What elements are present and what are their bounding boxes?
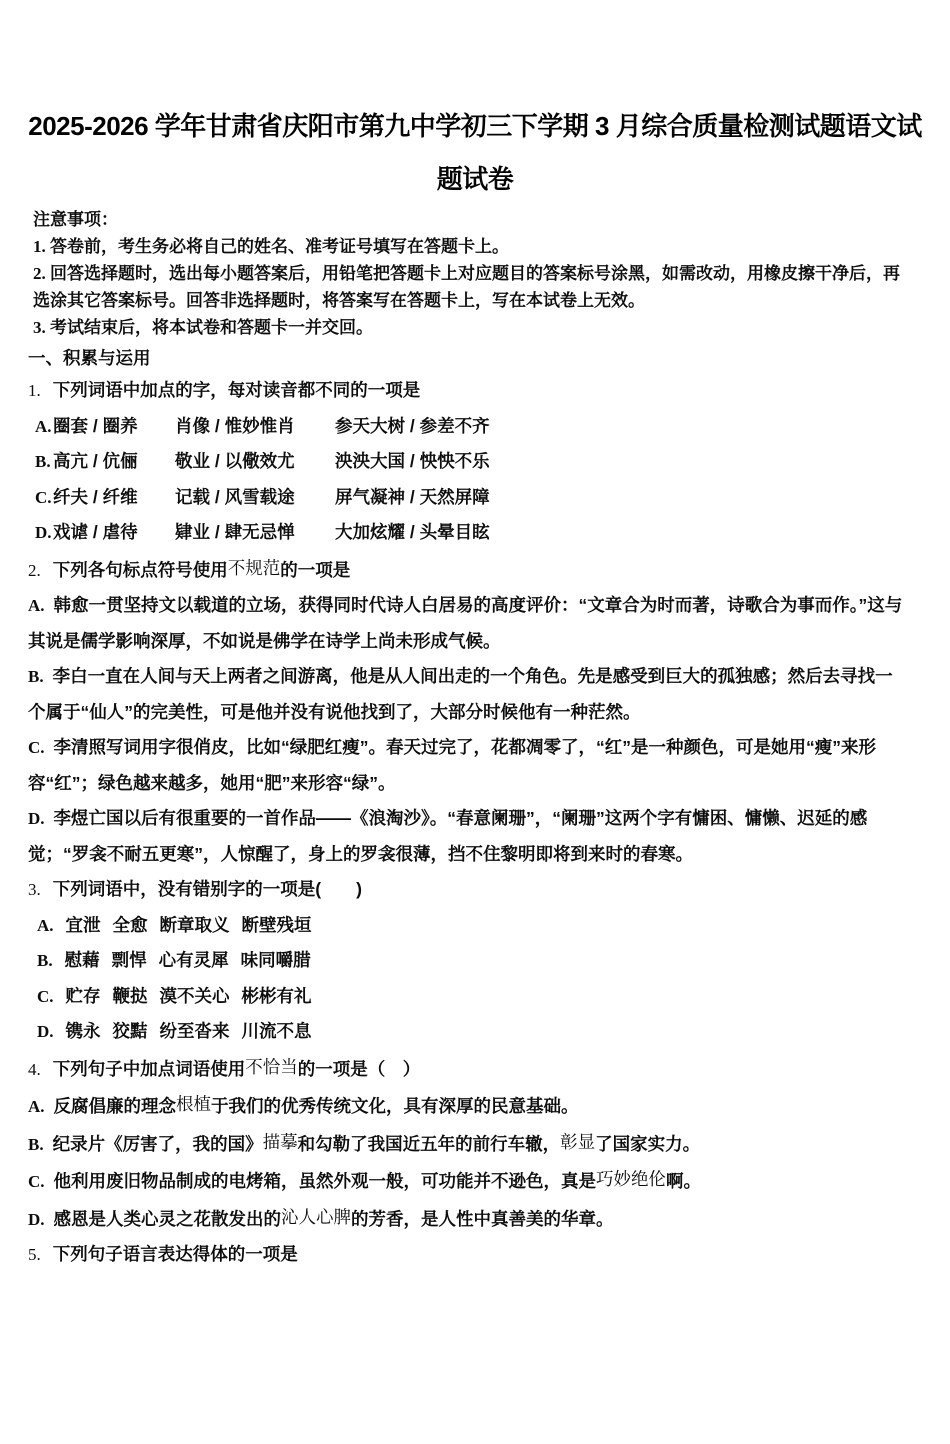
option-word: 纷至沓来: [159, 1021, 230, 1041]
question-2: [28, 551, 908, 873]
q4-option-c: [28, 1162, 908, 1200]
q2-option-b: [28, 659, 908, 730]
word-pair: 记载 / 风雪载途: [175, 486, 295, 507]
word-pair: 大加炫耀 / 头晕目眩: [335, 522, 490, 542]
page-title: 2025-2026 学年甘肃省庆阳市第九中学初三下学期 3 月综合质量检测试题语文试题试卷: [28, 111, 922, 194]
exam-paper: [0, 100, 950, 1444]
q1-option-c: [28, 480, 908, 516]
word-pair: 屏气凝神 / 天然屏障: [335, 486, 490, 507]
option-text: 感恩是人类心灵之花散发出的沁人心脾的芳香，是人性中真善美的华章。: [53, 1206, 614, 1229]
option-word: 彬彬有礼: [241, 985, 312, 1006]
question-number: 4.: [28, 1059, 41, 1079]
option-label: C.: [35, 487, 52, 507]
question-stem-text: 下列各句标点符号使用不规范的一项是: [52, 557, 351, 580]
option-text: 他利用废旧物品制成的电烤箱，虽然外观一般，可功能并不逊色，真是巧妙绝伦啊。: [53, 1169, 702, 1191]
q3-option-b: [28, 943, 908, 979]
option-label: B.: [35, 452, 51, 471]
question-5-stem: [28, 1237, 908, 1273]
option-word: 断壁残垣: [241, 914, 312, 935]
word-pair: 泱泱大国 / 怏怏不乐: [335, 451, 490, 471]
notice-item-1: 1. 答卷前，考生务必将自己的姓名、准考证号填写在答题卡上。: [33, 237, 509, 256]
option-word: 断章取义: [159, 914, 230, 935]
option-text: 李煜亡国以后有很重要的一首作品——《浪淘沙》。“春意阑珊”，“阑珊”这两个字有慵困、慵懒、迟延的感觉；“罗衾不耐五更寒”，人惊醒了，身上的罗衾很薄，挡不住黎明即将到来时的春寒。: [28, 808, 868, 864]
word-pair: 肖像 / 惟妙惟肖: [175, 415, 295, 436]
notice-item-2: 2. 回答选择题时，选出每小题答案后，用铅笔把答题卡上对应题目的答案标号涂黑，如需改动，用橡皮擦干净后，再选涂其它答案标号。回答非选择题时，将答案写在答题卡上，写在本试卷上无效。: [33, 264, 900, 310]
question-1-stem: [28, 373, 908, 409]
option-word: 镌永: [65, 1021, 101, 1041]
option-label: B.: [28, 1134, 44, 1154]
option-label: C.: [28, 738, 45, 757]
q1-option-b: [28, 444, 908, 480]
question-1: [28, 373, 908, 551]
notice-heading: 注意事项：: [33, 210, 118, 229]
option-word: 剽悍: [111, 950, 147, 970]
question-4-stem: [28, 1050, 908, 1088]
option-word: 宜泄: [65, 914, 101, 935]
question-stem-text: 下列句子中加点词语使用不恰当的一项是（ ）: [52, 1056, 421, 1079]
q4-option-b: [28, 1125, 908, 1163]
option-label: C.: [28, 1172, 45, 1191]
question-number: 5.: [28, 1245, 41, 1264]
option-text: 纪录片《厉害了，我的国》描摹和勾勒了我国近五年的前行车辙，彰显了国家实力。: [52, 1131, 701, 1154]
questions-area: [28, 343, 908, 1273]
option-word: 川流不息: [241, 1021, 312, 1041]
option-label: D.: [28, 809, 45, 828]
option-label: A.: [28, 596, 45, 615]
option-label: D.: [37, 1022, 54, 1041]
option-label: D.: [28, 1209, 45, 1229]
question-number: 3.: [28, 880, 41, 899]
option-word: 狡黠: [112, 1021, 148, 1041]
option-word: 全愈: [112, 914, 148, 935]
question-5: [28, 1237, 908, 1273]
q3-option-d: [28, 1014, 908, 1050]
word-pair: 肄业 / 肆无忌惮: [175, 522, 295, 542]
word-pair: 圈套 / 圈养: [53, 415, 138, 436]
q2-option-c: [28, 730, 908, 801]
word-pair: 敬业 / 以儆效尤: [175, 451, 295, 471]
option-word: 心有灵犀: [158, 950, 229, 970]
word-pair: 参天大树 / 参差不齐: [335, 415, 490, 436]
q2-option-a: [28, 588, 908, 659]
option-word: 鞭挞: [112, 985, 148, 1006]
option-label: A.: [37, 915, 54, 935]
option-text: 反腐倡廉的理念根植于我们的优秀传统文化，具有深厚的民意基础。: [53, 1094, 579, 1116]
q4-option-d: [28, 1200, 908, 1238]
question-stem-text: 下列词语中，没有错别字的一项是( ): [52, 879, 362, 899]
question-stem-text: 下列词语中加点的字，每对读音都不同的一项是: [52, 380, 421, 400]
question-2-stem: [28, 551, 908, 589]
question-number: 2.: [28, 560, 41, 580]
option-label: B.: [37, 951, 53, 970]
option-text: 李白一直在人间与天上两者之间游离，他是从人间出走的一个角色。先是感受到巨大的孤独感；然后去寻找一个属于“仙人”的完美性，可是他并没有说他找到了，大部分时候他有一种茫然。: [28, 666, 893, 722]
option-word: 慰藉: [64, 950, 100, 970]
question-3: [28, 872, 908, 1050]
word-pair: 高亢 / 伉俪: [53, 451, 138, 471]
word-pair: 戏谑 / 虐待: [53, 522, 138, 542]
notice-item-3: 3. 考试结束后，将本试卷和答题卡一并交回。: [33, 318, 373, 337]
question-3-stem: [28, 872, 908, 908]
option-word: 贮存: [65, 985, 101, 1006]
question-stem-text: 下列句子语言表达得体的一项是: [52, 1244, 298, 1264]
option-text: 李清照写词用字很俏皮，比如“绿肥红瘦”。春天过完了，花都凋零了，“红”是一种颜色，可是她用“瘦”来形容“红”；绿色越来越多，她用“肥”来形容“绿”。: [28, 737, 877, 793]
q3-option-a: [28, 908, 908, 944]
q4-option-a: [28, 1087, 908, 1125]
q1-option-d: [28, 515, 908, 551]
option-label: B.: [28, 667, 44, 686]
question-4: [28, 1050, 908, 1238]
q2-option-d: [28, 801, 908, 872]
option-label: D.: [35, 523, 52, 542]
notice-section: [33, 206, 905, 341]
q3-option-c: [28, 979, 908, 1015]
word-pair: 纤夫 / 纤维: [53, 486, 138, 507]
question-number: 1.: [28, 381, 41, 400]
option-label: C.: [37, 986, 54, 1006]
q1-option-a: [28, 409, 908, 445]
section-heading: 一、积累与运用: [28, 348, 151, 368]
option-word: 漠不关心: [159, 985, 230, 1006]
option-text: 韩愈一贯坚持文以载道的立场，获得同时代诗人白居易的高度评价：“文章合为时而著，诗歌合为事而作。”这与其说是儒学影响深厚，不如说是佛学在诗学上尚未形成气候。: [28, 595, 903, 651]
option-label: A.: [35, 416, 52, 436]
option-label: A.: [28, 1097, 45, 1116]
option-word: 味同嚼腊: [240, 950, 311, 970]
